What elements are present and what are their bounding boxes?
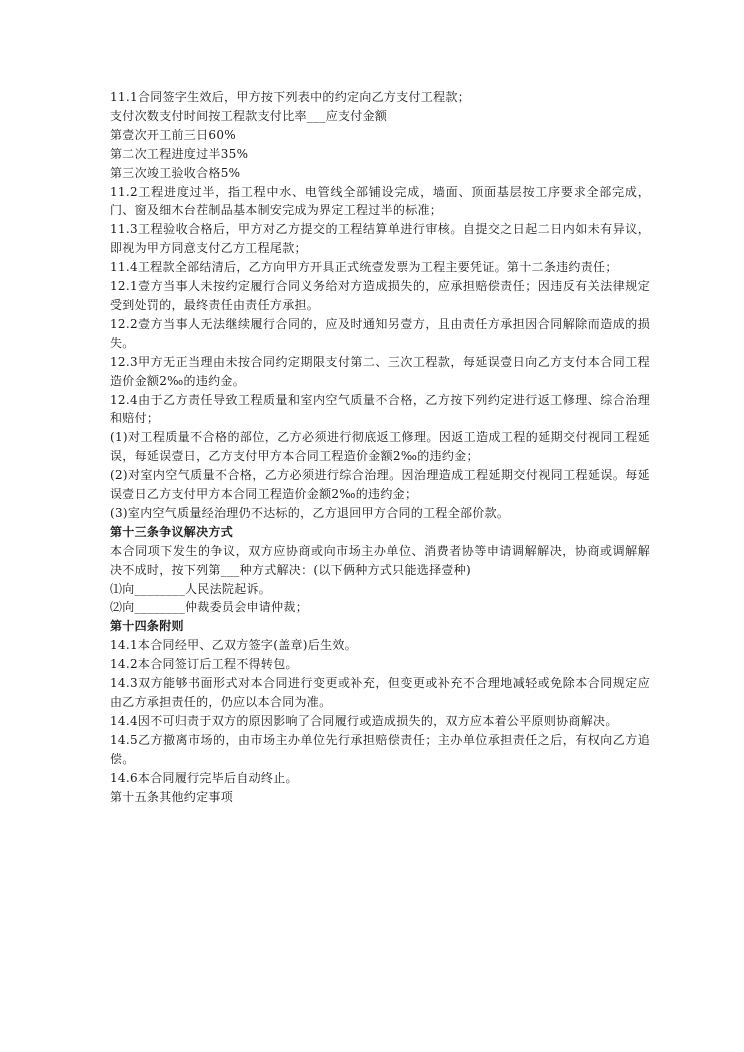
paragraph: 第三次竣工验收合格5% [110,165,241,180]
section-heading: 第十四条附则 [110,619,184,634]
paragraph: 14.6本合同履行完毕后自动终止。 [110,770,298,785]
paragraph: (2)对室内空气质量不合格，乙方必须进行综合治理。因治理造成工程延期交付视同工程延误。每延误壹日乙方支付甲方本合同工程造价金额2‰的违约金； [110,468,650,502]
paragraph: 本合同项下发生的争议，双方应协商或向市场主办单位、消费者协等申请调解解决，协商或调解解决不成时，按下列第___种方式解决：(以下俩种方式只能选择壹种) [110,543,650,577]
paragraph: ⑵向________仲裁委员会申请仲裁； [110,600,309,615]
document-body [110,88,650,806]
paragraph: 12.1壹方当事人未按约定履行合同义务给对方造成损失的，应承担赔偿责任；因违反有关法律规定受到处罚的，最终责任由责任方承担。 [110,279,650,312]
paragraph: 12.4由于乙方责任导致工程质量和室内空气质量不合格，乙方按下列约定进行返工修理、综合治理和赔付； [110,392,650,426]
paragraph: 11.2工程进度过半，指工程中水、电管线全部铺设完成，墙面、顶面基层按工序要求全部完成，门、窗及细木台茬制品基本制安完成为界定工程过半的标准； [110,184,650,218]
paragraph: 14.1本合同经甲、乙双方签字(盖章)后生效。 [110,638,357,653]
paragraph: 第十五条其他约定事项 [110,789,234,804]
paragraph: (3)室内空气质量经治理仍不达标的，乙方退回甲方合同的工程全部价款。 [110,505,510,520]
paragraph: 14.3双方能够书面形式对本合同进行变更或补充，但变更或补充不合理地减轻或免除本合同规定应由乙方承担责任的，仍应以本合同为准。 [110,676,650,709]
paragraph: 14.5乙方撤离市场的，由市场主办单位先行承担赔偿责任；主办单位承担责任之后，有权向乙方追偿。 [110,732,650,766]
paragraph: 11.4工程款全部结清后，乙方向甲方开具正式统壹发票为工程主要凭证。第十二条违约责任； [110,260,618,275]
paragraph: 14.4因不可归责于双方的原因影响了合同履行或造成损失的，双方应本着公平原则协商解决。 [110,713,618,728]
paragraph: 11.1合同签字生效后，甲方按下列表中的约定向乙方支付工程款； [110,90,471,104]
paragraph: 第二次工程进度过半35% [110,146,249,161]
paragraph: 11.3工程验收合格后，甲方对乙方提交的工程结算单进行审核。自提交之日起二日内如未有异议，即视为甲方同意支付乙方工程尾款； [110,222,650,256]
paragraph: 12.2壹方当事人无法继续履行合同的，应及时通知另壹方，且由责任方承担因合同解除而造成的损失。 [110,316,650,350]
paragraph: ⑴向________人民法院起诉。 [110,581,272,596]
paragraph: 14.2本合同签订后工程不得转包。 [110,657,298,672]
paragraph: (1)对工程质量不合格的部位，乙方必须进行彻底返工修理。因返工造成工程的延期交付视同工程延误，每延误壹日，乙方支付甲方本合同工程造价金额2‰的违约金； [110,430,650,464]
paragraph: 第壹次开工前三日60% [110,127,236,142]
paragraph: 12.3甲方无正当理由未按合同约定期限支付第二、三次工程款，每延误壹日向乙方支付本合同工程造价金额2‰的违约金。 [110,354,650,388]
paragraph: 支付次数支付时间按工程款支付比率___应支付金额 [110,108,388,123]
section-heading: 第十三条争议解决方式 [110,524,234,539]
